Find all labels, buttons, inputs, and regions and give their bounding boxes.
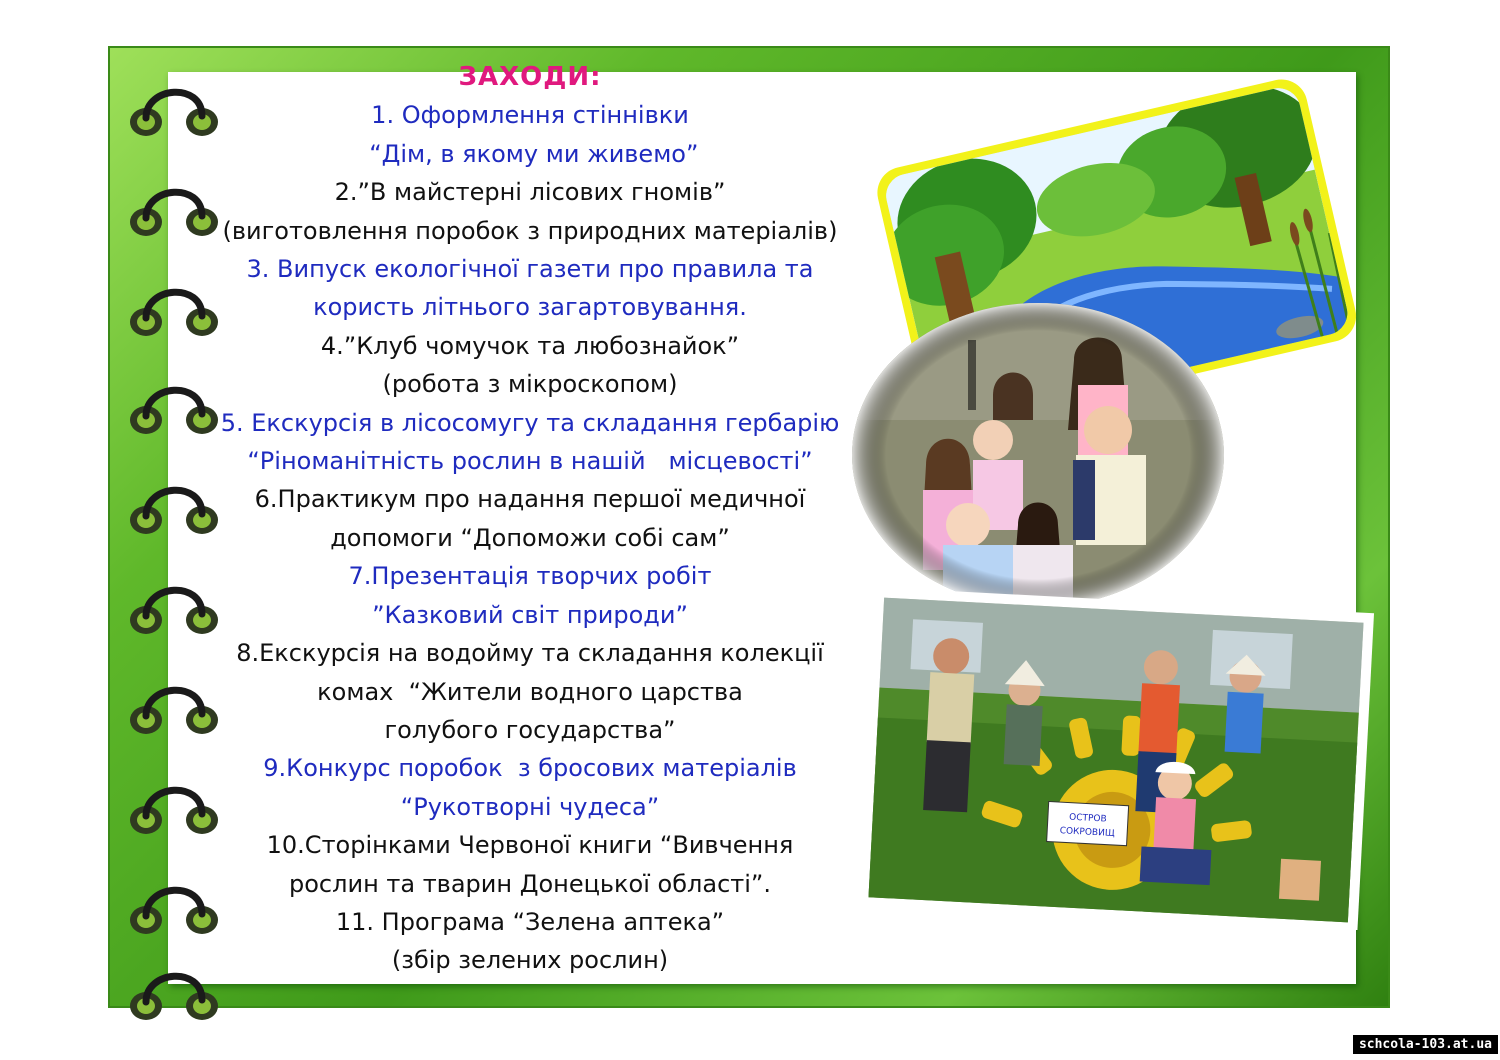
children-craft-photo — [846, 590, 1386, 930]
activity-line: 11. Програма “Зелена аптека” — [335, 907, 725, 936]
activity-line: (збір зелених рослин) — [391, 946, 669, 975]
activity-line: 4.”Клуб чомучок та любознайок” — [320, 331, 740, 360]
activity-line: (робота з мікроскопом) — [382, 370, 678, 399]
activity-line: “Ріноманітність рослин в нашій місцевості” — [247, 447, 813, 476]
activity-line: “Дім, в якому ми живемо” — [361, 139, 699, 168]
activity-line: 1. Оформлення стіннівки — [371, 101, 689, 130]
activity-line: (виготовлення поробок з природних матеріалів) — [222, 216, 838, 245]
activity-line: рослин та тварин Донецької області”. — [289, 869, 771, 898]
activity-line: 8.Екскурсія на водойму та складання колекції — [236, 639, 824, 668]
sign-line-1: ОСТРОВ — [1068, 812, 1107, 825]
activity-line: допомоги “Допоможи собі сам” — [330, 523, 730, 552]
page-heading: ЗАХОДИ: — [458, 62, 602, 92]
activity-line: 7.Презентація творчих робіт — [348, 562, 712, 591]
activity-line: ”Казковий світ природи” — [372, 600, 688, 629]
sign-line-2: СОКРОВИЩ — [1059, 826, 1115, 840]
activity-line: 3. Випуск екологічної газети про правила та — [246, 255, 814, 284]
activity-line: “Рукотворні чудеса” — [400, 792, 660, 821]
activity-line: комах “Жители водного царства — [317, 677, 743, 706]
activity-line: користь літнього загартовування. — [313, 293, 747, 322]
activity-line: 5. Екскурсія в лісосомугу та складання гербарію — [220, 408, 840, 437]
activity-line: 2.”В майстерні лісових гномів” — [334, 178, 726, 207]
site-watermark: schcola-103.at.ua — [1353, 1035, 1498, 1054]
activity-line: 10.Сторінками Червоної книги “Вивчення — [266, 831, 794, 860]
activity-line: 9.Конкурс поробок з бросових матеріалів — [263, 754, 797, 783]
activity-line: голубого государства” — [384, 715, 676, 744]
activity-line: 6.Практикум про надання першої медичної — [254, 485, 806, 514]
children-group-photo — [848, 300, 1228, 610]
activities-list — [190, 58, 870, 980]
